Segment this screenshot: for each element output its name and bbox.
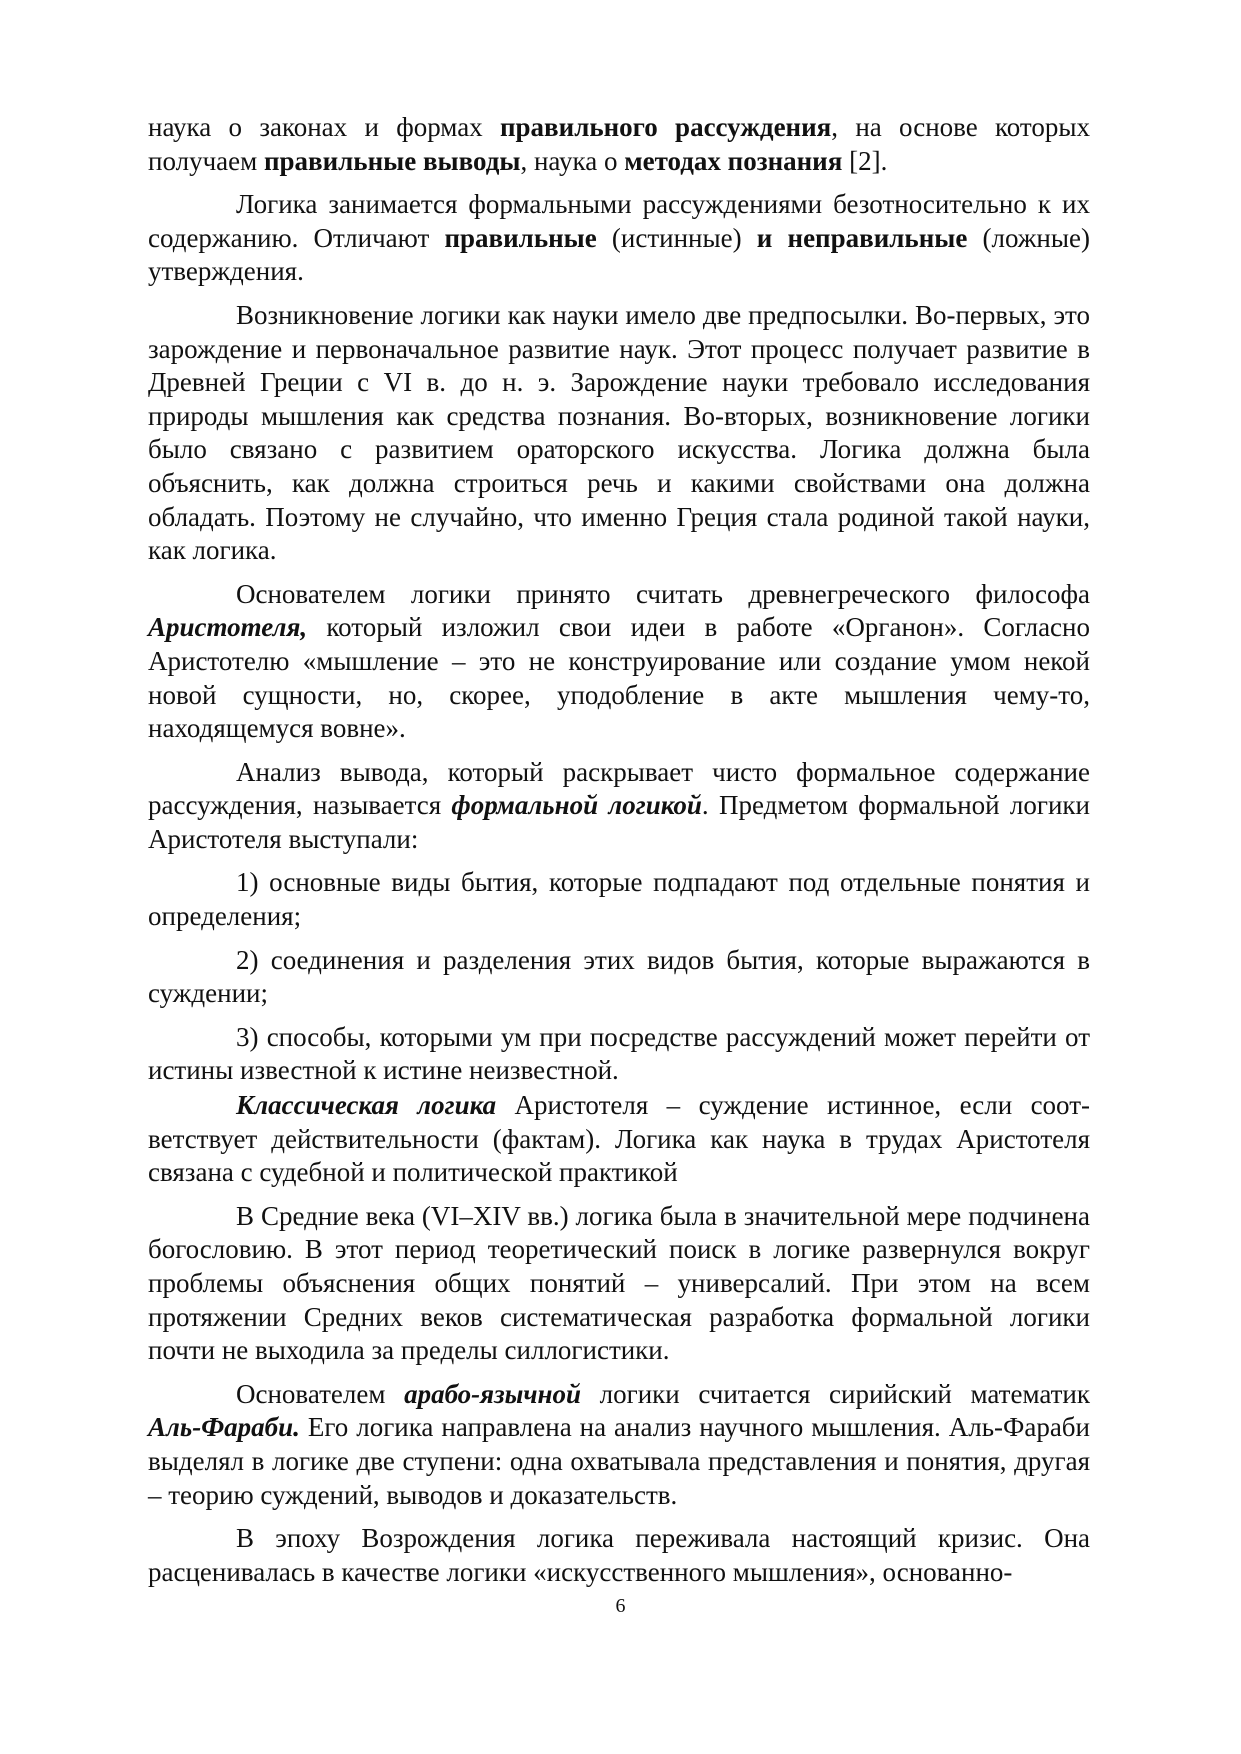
bold-term: правильного рассуждения [499, 112, 832, 142]
paragraph [148, 944, 1090, 1011]
text-run: 1) основные виды бытия, которые подпадают под отдельные понятия и определения; [148, 867, 1090, 932]
bold-italic-term: Классическая логика [236, 1090, 497, 1121]
bold-italic-term: Аль-Фараби. [148, 1412, 300, 1443]
paragraph [148, 1522, 1090, 1589]
bold-italic-term: формальной логикой [451, 790, 702, 821]
paragraph [148, 1089, 1090, 1190]
text-run: [2]. [842, 145, 888, 176]
text-run: (ложные) утверждения. [148, 222, 1090, 287]
text-run: , на основе которых получаем [148, 112, 1090, 176]
bold-term: методах познания [624, 145, 843, 176]
text-run: Анализ вывода, который раскрывает чисто формальное содержание рассуждения, называется [148, 756, 1090, 821]
paragraph [148, 866, 1090, 933]
paragraph [148, 299, 1090, 568]
paragraph [148, 1200, 1090, 1368]
text-run: Логика занимается формальными рассуждениями безотносительно к их содержанию. Отличают [148, 189, 1090, 253]
text-run: В Средние века (VI–XIV вв.) логика была в значительной мере подчинена богословию. В этот период теоретический поиск в логике развернулся вокруг проблемы объяснения общих понятий – универсалий. При этом на всем протяжении Средних веков систематическая разработка формальной логики почти не выходила за пределы силлогистики. [148, 1200, 1090, 1366]
text-run: (истинные) [596, 222, 757, 253]
text-run: . Предметом формальной логики Аристотеля выступали: [148, 790, 1090, 854]
bold-term: и неправильные [756, 222, 968, 253]
text-run: Основателем [236, 1378, 405, 1409]
text-run: наука о законах и формах [148, 112, 500, 142]
text-run: логики считается сирийский математик [581, 1378, 1090, 1409]
text-run: В эпоху Возрождения логика переживала настоящий кризис. Она расценивалась в качестве логики «искусственного мышления», основанно- [148, 1523, 1090, 1587]
text-run: , наука о [520, 145, 625, 176]
page-body [148, 111, 1090, 1599]
text-run: Его логика направлена на анализ научного мышления. Аль-Фараби выделял в логике две ступени: одна охватывала представления и понятия, другая – теорию суждений, выводов и доказательств. [148, 1412, 1090, 1510]
paragraph [148, 1021, 1090, 1088]
text-run: 3) способы, которыми ум при посредстве рассуждений может перейти от истины известной к истине неизвестной. [148, 1021, 1090, 1086]
paragraph [148, 188, 1090, 289]
text-run: который изложил свои идеи в работе «Органон». Согласно Аристотелю «мышление – это не конструирование или создание умом некой новой сущности, но, скорее, уподобление в акте мышления чему-то, находящемуся вовне». [148, 612, 1090, 744]
paragraph [148, 578, 1090, 746]
bold-italic-term: Аристотеля, [148, 612, 308, 643]
paragraph [148, 111, 1090, 178]
text-run: Возникновение логики как науки имело две предпосылки. Во-первых, это зарождение и первоначальное развитие наук. Этот процесс получает развитие в Древней Греции с VI в. до н. э. Зарождение науки требовало исследования природы мышления как средства познания. Во-вторых, возникновение логики было связано с развитием ораторского искусства. Логика должна была объяснить, как должна строиться речь и какими свойствами она должна обладать. Поэтому не случайно, что именно Греция стала родиной такой науки, как логика. [148, 299, 1090, 566]
paragraph [148, 1378, 1090, 1512]
bold-italic-term: арабо-язычной [404, 1378, 582, 1409]
page-number: 6 [615, 1595, 626, 1617]
bold-term: правильные выводы [263, 145, 521, 176]
bold-term: правильные [444, 222, 597, 253]
text-run: 2) соединения и разделения этих видов бытия, которые выражаются в суждении; [148, 944, 1090, 1009]
text-run: Основателем логики принято считать древнегреческого философа [236, 578, 1090, 609]
text-run: Аристотеля – суждение истинное, если соответствует действительности (фактам). Логика как наука в трудах Аристотеля связана с судебной и политической практикой [148, 1090, 1091, 1188]
paragraph [148, 756, 1090, 857]
